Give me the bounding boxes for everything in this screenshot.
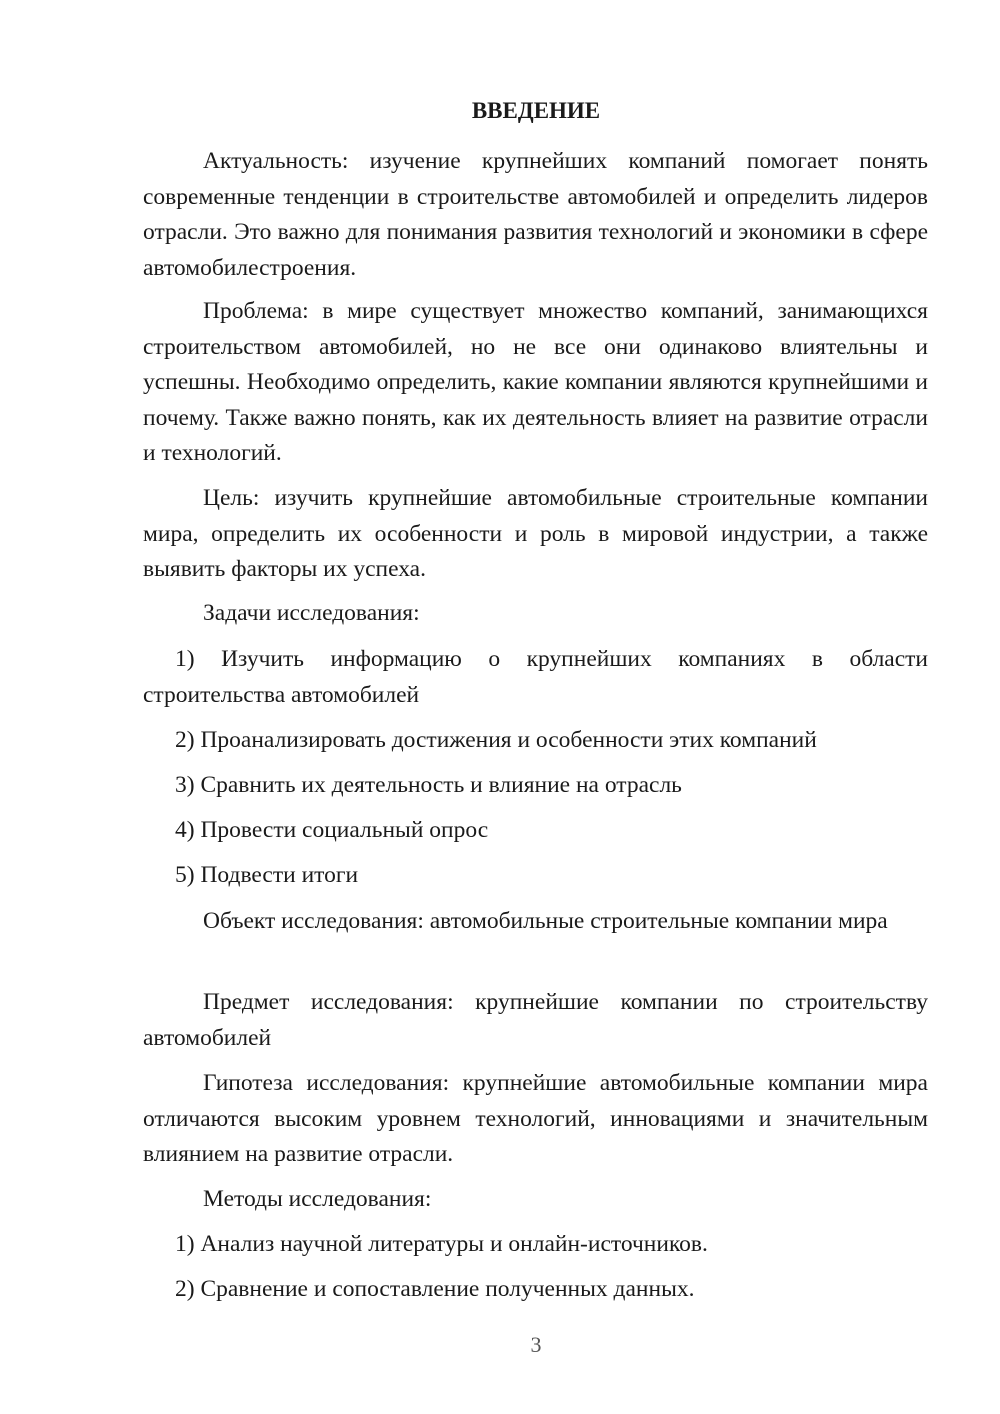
page-title: ВВЕДЕНИЕ: [471, 98, 601, 123]
page-number: 3: [530, 1332, 542, 1357]
subject-paragraph: Предмет исследования: крупнейшие компании по строительству автомобилей: [143, 989, 928, 1051]
method-item-2: 2) Сравнение и сопоставление полученных данных.: [175, 1276, 695, 1302]
tasks-heading: Задачи исследования:: [203, 600, 420, 626]
method-item-1: 1) Анализ научной литературы и онлайн-источников.: [175, 1231, 708, 1257]
goal-paragraph: Цель: изучить крупнейшие автомобильные строительные компании мира, определить их особенности и роль в мировой индустрии, а также выявить факторы их успеха.: [143, 485, 928, 582]
problem-paragraph: Проблема: в мире существует множество компаний, занимающихся строительством автомобилей, но не все они одинаково влиятельны и успешны. Необходимо определить, какие компании являются крупнейшими и почему. Также важно понять, как их деятельность влияет на развитие отрасли и технологий.: [143, 298, 928, 466]
task-item-2: 2) Проанализировать достижения и особенности этих компаний: [175, 727, 817, 753]
hypothesis-paragraph: Гипотеза исследования: крупнейшие автомобильные компании мира отличаются высоким уровнем технологий, инновациями и значительным влиянием на развитие отрасли.: [143, 1070, 928, 1167]
task-item-4: 4) Провести социальный опрос: [175, 817, 489, 843]
relevance-paragraph: Актуальность: изучение крупнейших компаний помогает понять современные тенденции в строительстве автомобилей и определить лидеров отрасли. Это важно для понимания развития технологий и экономики в сфере автомобилестроения.: [143, 148, 928, 281]
task-item-1: 1) Изучить информацию о крупнейших компаниях в области строительства автомобилей: [143, 646, 928, 708]
task-item-5: 5) Подвести итоги: [175, 862, 359, 888]
task-item-3: 3) Сравнить их деятельность и влияние на отрасль: [175, 772, 682, 798]
methods-heading: Методы исследования:: [203, 1186, 432, 1212]
object-paragraph: Объект исследования: автомобильные строительные компании мира: [203, 908, 888, 934]
